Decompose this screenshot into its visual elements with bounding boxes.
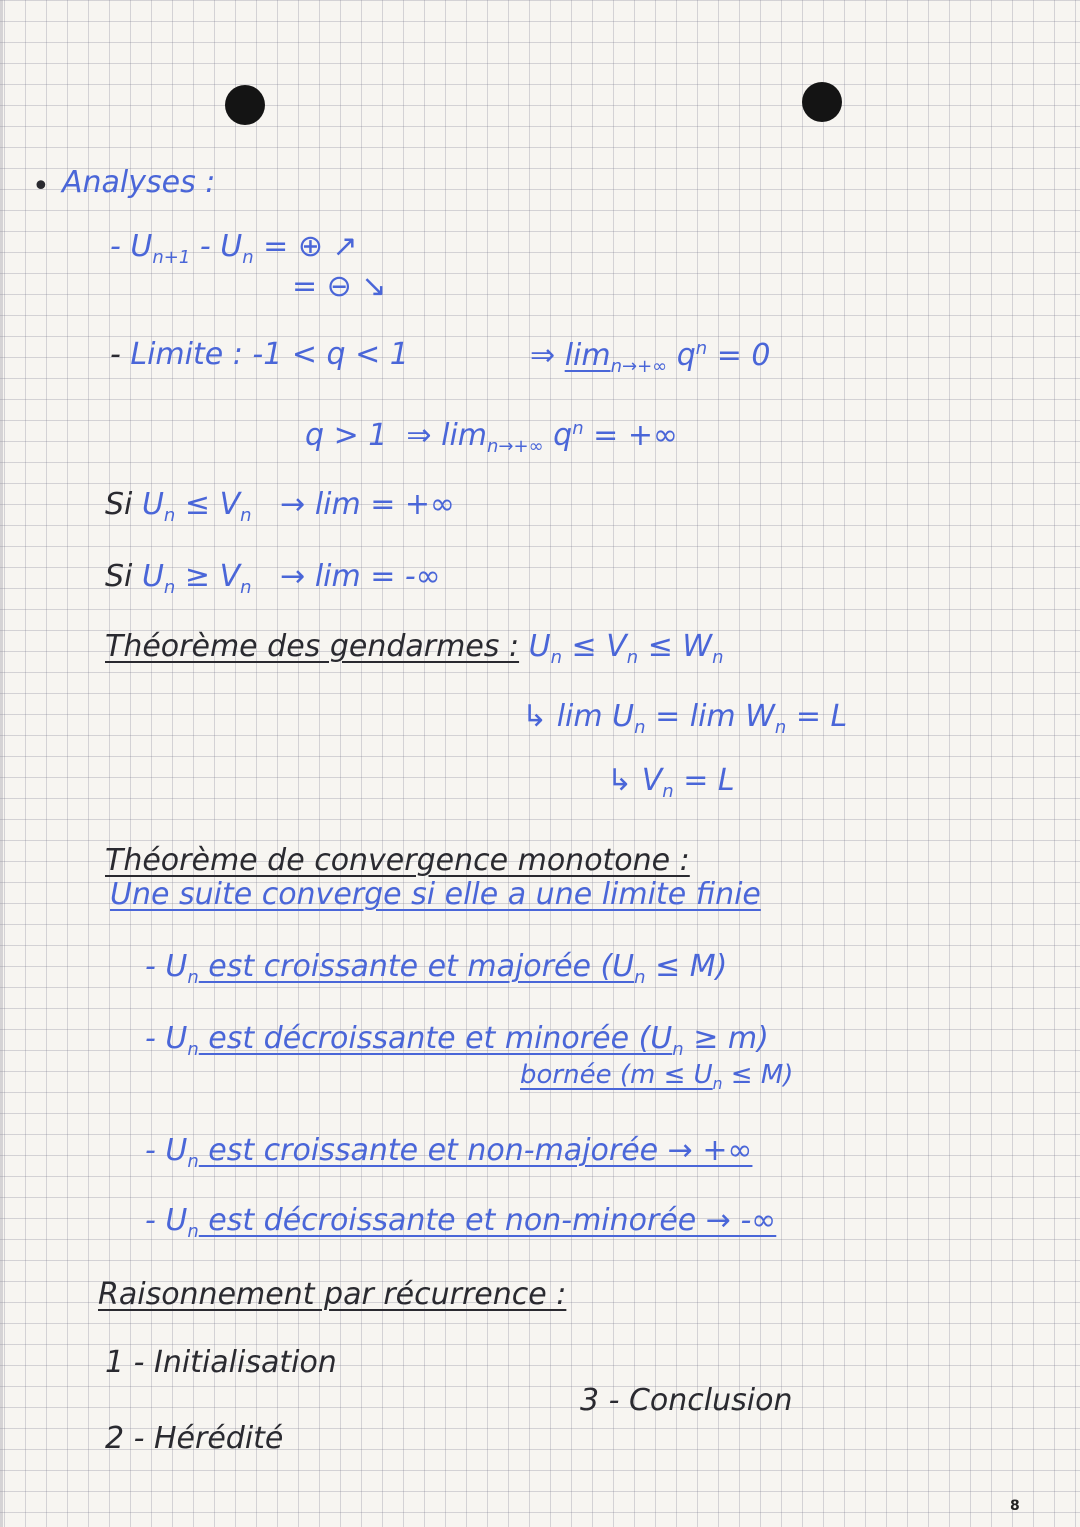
gendarmes-title: Théorème des gendarmes : [105, 629, 520, 664]
limite-q-2: q [553, 418, 573, 453]
convergence-definition: Une suite converge si elle a une limite finie [110, 877, 761, 912]
compare-arrow-1: → [280, 487, 306, 522]
gendarmes-conclusion: ↳ $V_n = L$ [607, 763, 735, 802]
limite-label: Limite : [130, 337, 243, 372]
variation-positive: = ⊕ ↗ [263, 229, 358, 264]
limite-line-1 [110, 337, 409, 372]
limite-sub-1: n→+∞ [610, 356, 668, 377]
compare-arrow-2: → [280, 559, 306, 594]
variation-line [110, 229, 358, 268]
compare-result-1: lim = +∞ [314, 487, 456, 522]
gendarmes-limits: ↳ $\lim U_n = \lim W_n = L$ [522, 699, 848, 738]
limite-sub-2: n→+∞ [487, 436, 544, 457]
punch-hole-left [225, 85, 265, 125]
convergence-item-1: - $U_n$ est croissante et majorée $(U_n \le M)$ [145, 949, 728, 988]
limite-pow-2: n [572, 418, 584, 439]
gendarmes-line [105, 629, 724, 668]
limite-lim-1: lim [564, 338, 611, 373]
recurrence-step-1: 1 - Initialisation [105, 1345, 337, 1380]
variation-n1: n+1 [152, 247, 191, 268]
compare-line-1 [105, 487, 456, 526]
margin-line [0, 0, 3, 1527]
convergence-item-2: - $U_n$ est décroissante et minorée $(U_n \ge m)$ [145, 1021, 769, 1060]
analyses-title: Analyses : [62, 165, 216, 200]
variation-negative: = ⊖ ↘ [292, 269, 387, 304]
recurrence-title: Raisonnement par récurrence : [98, 1277, 567, 1312]
limite-cond2: q > 1 [305, 418, 388, 453]
limite-pow-1: n [695, 338, 708, 359]
variation-minus: - [199, 229, 211, 264]
limite-dash: - [110, 337, 121, 372]
limite-result-1 [530, 340, 770, 376]
convergence-item-3: - $U_n$ est croissante et non-majorée → +∞ [145, 1133, 753, 1172]
compare-result-2: lim = -∞ [314, 559, 441, 594]
gendarmes-inequality: $U_n \le V_n \le W_n$ [528, 629, 724, 668]
limite-cond1: -1 < q < 1 [252, 337, 409, 372]
recurrence-step-2: 2 - Hérédité [105, 1421, 284, 1456]
variation-u2: U [220, 229, 243, 264]
convergence-title: Théorème de convergence monotone : [105, 843, 690, 878]
variation-u1: U [130, 229, 153, 264]
compare-si-1: Si [105, 487, 133, 522]
limite-lim-2: lim [441, 418, 488, 453]
punch-hole-right [802, 82, 842, 122]
page-number: 8 [1010, 1498, 1020, 1514]
compare-u-1: $U_n \le V_n$ [141, 487, 252, 526]
compare-si-2: Si [105, 559, 133, 594]
compare-u-2: $U_n \ge V_n$ [141, 559, 252, 598]
bullet: • [32, 169, 50, 204]
gendarmes-arrow-2: ↳ [607, 763, 633, 798]
recurrence-step-3: 3 - Conclusion [580, 1383, 793, 1418]
limite-r1: = 0 [707, 338, 771, 373]
convergence-bornee: bornée $(m \le U_n \le M)$ [520, 1060, 794, 1094]
gendarmes-arrow-1: ↳ [522, 699, 548, 734]
limite-line-2 [305, 420, 678, 456]
variation-dash: - [110, 229, 121, 264]
compare-line-2 [105, 559, 441, 598]
limite-r2: = +∞ [583, 418, 678, 453]
limite-impl-2: ⇒ [406, 418, 432, 453]
limite-impl-1: ⇒ [530, 338, 556, 373]
limite-q-1: q [676, 338, 696, 373]
convergence-item-4: - $U_n$ est décroissante et non-minorée → -∞ [145, 1203, 777, 1242]
variation-n: n [242, 247, 254, 268]
